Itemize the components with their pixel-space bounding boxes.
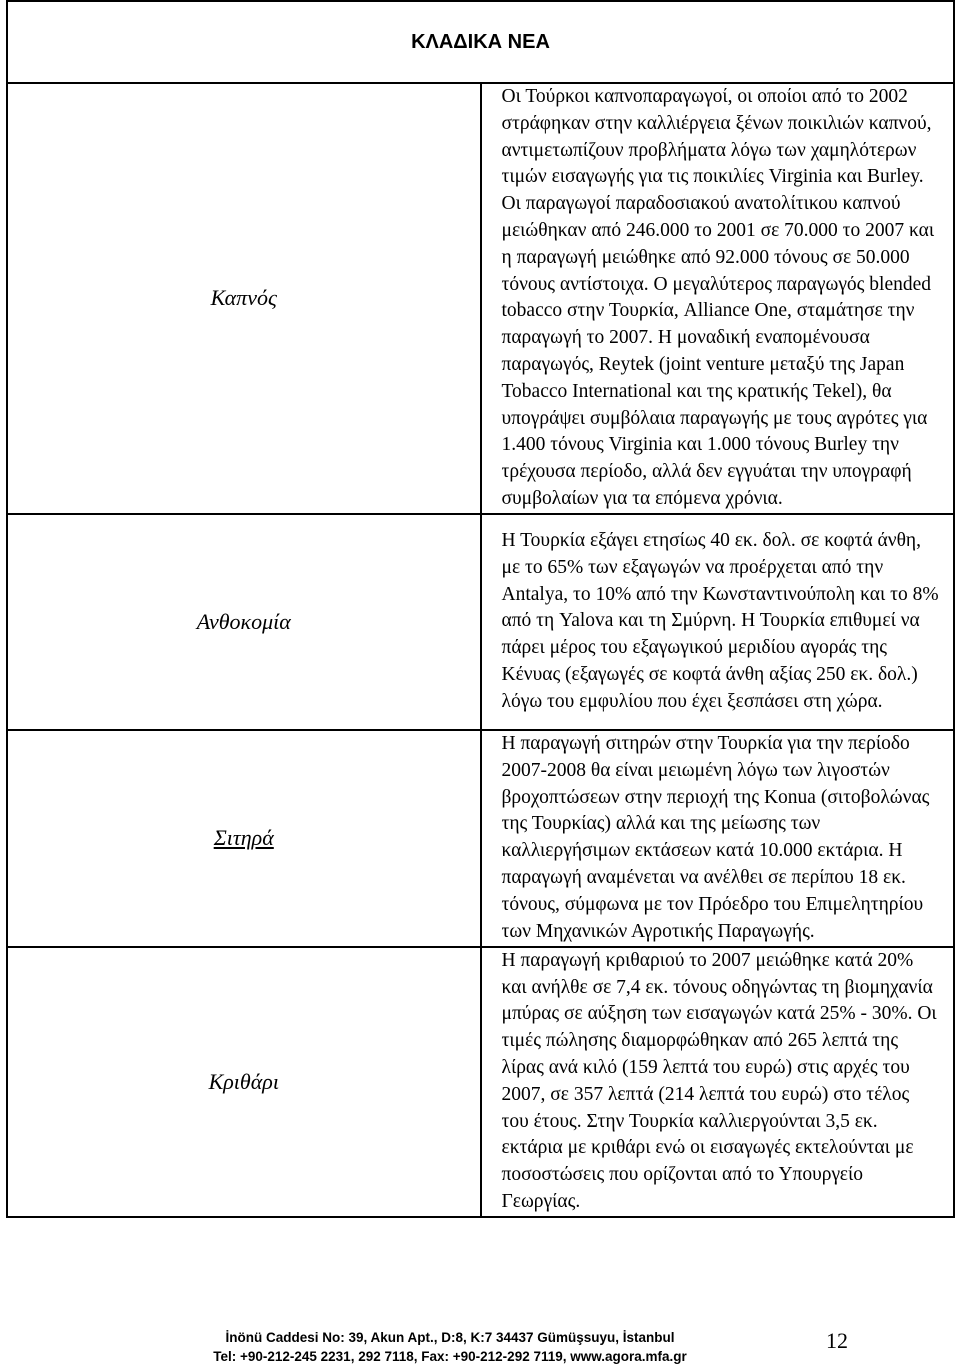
section-label-tobacco: Καπνός — [7, 83, 481, 514]
section-row-cereals — [7, 730, 954, 947]
section-label-cereals: Σιτηρά — [7, 730, 481, 947]
page-footer — [0, 1326, 960, 1369]
section-row-floriculture — [7, 514, 954, 730]
footer-contact: Tel: +90-212-245 2231, 292 7118, Fax: +90-212-292 7119, www.agora.mfa.gr — [213, 1349, 687, 1364]
news-table — [6, 0, 955, 1218]
section-row-barley — [7, 947, 954, 1217]
page-title: ΚΛΑΔΙΚΑ ΝΕΑ — [7, 1, 954, 83]
section-label-floriculture: Ανθοκομία — [7, 514, 481, 730]
section-text-barley: Η παραγωγή κριθαριού το 2007 μειώθηκε κατά 20% και ανήλθε σε 7,4 εκ. τόνους οδηγώντας τη βιομηχανία μπύρας σε αύξηση των εισαγωγών κατά 25% - 30%. Οι τιμές πώλησης διαμορφώθηκαν από 265 λεπτά της λίρας ανά κιλό (159 λεπτά του ευρώ) στις αρχές του 2007, σε 357 λεπτά (214 λεπτά του ευρώ) στο τέλος του έτους. Στην Τουρκία καλλιεργούνται 3,5 εκ. εκτάρια με κριθάρι ενώ οι εισαγωγές εκτελούνται με ποσοστώσεις που ορίζονται από το Υπουργείο Γεωργίας. — [481, 947, 955, 1217]
section-row-tobacco — [7, 83, 954, 514]
footer-address: İnönü Caddesi No: 39, Akun Apt., D:8, K:7 34437 Gümüşsuyu, İstanbul — [225, 1330, 675, 1345]
section-text-floriculture: Η Τουρκία εξάγει ετησίως 40 εκ. δολ. σε κοφτά άνθη, με το 65% των εξαγωγών να προέρχεται από την Antalya, το 10% από την Κωνσταντινούπολη και το 8% από τη Yalova και τη Σμύρνη. Η Τουρκία επιθυμεί να πάρει μέρος του εξαγωγικού μεριδίου αγοράς της Κένυας (εξαγωγές σε κοφτά άνθη αξίας 250 εκ. δολ.) λόγω του εμφυλίου που έχει ξεσπάσει στη χώρα. — [481, 514, 955, 730]
section-label-barley: Κριθάρι — [7, 947, 481, 1217]
title-row — [7, 1, 954, 83]
page-number: 12 — [826, 1328, 848, 1353]
section-text-tobacco: Οι Τούρκοι καπνοπαραγωγοί, οι οποίοι από το 2002 στράφηκαν στην καλλιέργεια ξένων ποικιλιών καπνού, αντιμετωπίζουν προβλήματα λόγω των χαμηλότερων τιμών εισαγωγής για τις ποικιλίες Virginia και Burley. Οι παραγωγοί παραδοσιακού ανατολίτικου καπνού μειώθηκαν από 246.000 το 2001 σε 70.000 το 2007 και η παραγωγή μειώθηκε από 92.000 τόνους σε 50.000 τόνους αντίστοιχα. Ο μεγαλύτερος παραγωγός blended tobacco στην Τουρκία, Alliance One, σταμάτησε την παραγωγή το 2007. Η μοναδική εναπομένουσα παραγωγός, Reytek (joint venture μεταξύ της Japan Tobacco International και της κρατικής Tekel), θα υπογράψει συμβόλαια παραγωγής με τους αγρότες για 1.400 τόνους Virginia και 1.000 τόνους Burley την τρέχουσα περίοδο, αλλά δεν εγγυάται την υπογραφή συμβολαίων για τα επόμενα χρόνια. — [481, 83, 955, 514]
section-text-cereals: Η παραγωγή σιτηρών στην Τουρκία για την περίοδο 2007-2008 θα είναι μειωμένη λόγω των λιγοστών βροχοπτώσεων στην περιοχή της Konua (σιτοβολώνας της Τουρκίας) αλλά και της μείωσης των καλλιεργήσιμων εκτάσεων κατά 10.000 εκτάρια. Η παραγωγή αναμένεται να ανέλθει σε περίπου 18 εκ. τόνους, σύμφωνα με τον Πρόεδρο του Επιμελητηρίου των Μηχανικών Αγροτικής Παραγωγής. — [481, 730, 955, 947]
